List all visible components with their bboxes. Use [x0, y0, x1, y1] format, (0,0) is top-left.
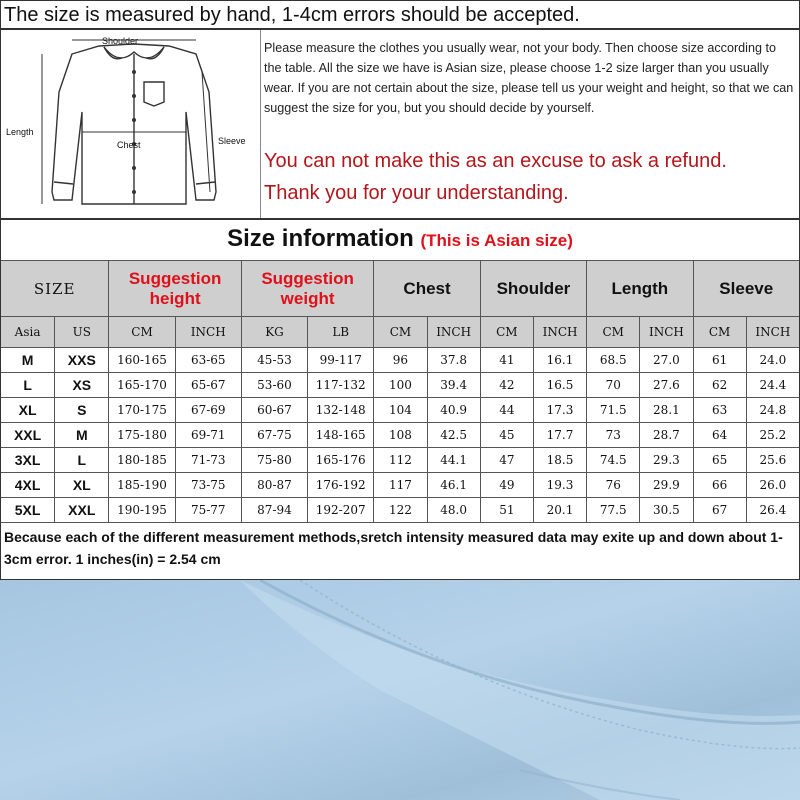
table-cell: 165-170	[109, 373, 175, 398]
table-row	[1, 498, 800, 523]
unit-header-shoulder-cm: CM	[480, 317, 533, 348]
table-cell: 122	[374, 498, 427, 523]
table-cell: 18.5	[533, 448, 586, 473]
unit-header-sleeve-inch: INCH	[746, 317, 799, 348]
table-cell: 100	[374, 373, 427, 398]
measurement-instructions: Please measure the clothes you usually wear, not your body. Then choose size according to the table. All the size we have is Asian size, please choose 1-2 size larger than you usually wear. If you are not certain about the size, please tell us your weight and height, so that we can suggest the size for you, but you should decide by yourself.	[264, 41, 794, 115]
table-cell: 26.4	[746, 498, 799, 523]
table-cell: XXL	[55, 498, 109, 523]
table-cell: M	[55, 423, 109, 448]
table-cell: 170-175	[109, 398, 175, 423]
table-cell: 37.8	[427, 348, 480, 373]
table-cell: 190-195	[109, 498, 175, 523]
table-cell: 87-94	[241, 498, 307, 523]
table-cell: 148-165	[308, 423, 374, 448]
table-cell: 27.6	[640, 373, 693, 398]
table-cell: 53-60	[241, 373, 307, 398]
table-unit-header	[1, 317, 800, 348]
table-cell: 42.5	[427, 423, 480, 448]
table-cell: 51	[480, 498, 533, 523]
table-cell: 66	[693, 473, 746, 498]
table-cell: 4XL	[1, 473, 55, 498]
unit-header-weight-kg: KG	[241, 317, 307, 348]
table-cell: 47	[480, 448, 533, 473]
table-cell: 73-75	[175, 473, 241, 498]
table-cell: 46.1	[427, 473, 480, 498]
table-cell: 30.5	[640, 498, 693, 523]
measurement-footnote: Because each of the different measurement methods,sretch intensity measured data may exite up and down about 1-3cm error. 1 inches(in) = 2.54 cm	[4, 529, 783, 567]
table-cell: 67	[693, 498, 746, 523]
table-cell: 45	[480, 423, 533, 448]
table-cell: 104	[374, 398, 427, 423]
size-info-title: Size information	[227, 225, 414, 252]
table-cell: 19.3	[533, 473, 586, 498]
table-cell: 75-77	[175, 498, 241, 523]
shoulder-header: Shoulder	[480, 261, 586, 317]
chest-label: Chest	[117, 140, 141, 150]
unit-header-chest-inch: INCH	[427, 317, 480, 348]
table-cell: 67-69	[175, 398, 241, 423]
table-cell: 17.3	[533, 398, 586, 423]
table-cell: 49	[480, 473, 533, 498]
table-row	[1, 448, 800, 473]
table-row	[1, 398, 800, 423]
table-cell: 3XL	[1, 448, 55, 473]
guide-divider	[260, 30, 261, 218]
sleeve-label: Sleeve	[218, 136, 246, 146]
table-cell: 24.4	[746, 373, 799, 398]
table-cell: 180-185	[109, 448, 175, 473]
table-row	[1, 348, 800, 373]
table-cell: 112	[374, 448, 427, 473]
table-cell: 96	[374, 348, 427, 373]
table-cell: 63-65	[175, 348, 241, 373]
table-cell: 29.9	[640, 473, 693, 498]
table-cell: 99-117	[308, 348, 374, 373]
unit-header-us: US	[55, 317, 109, 348]
table-cell: 70	[587, 373, 640, 398]
measurement-note: The size is measured by hand, 1-4cm errors should be accepted.	[0, 0, 800, 30]
table-cell: 26.0	[746, 473, 799, 498]
table-cell: 44.1	[427, 448, 480, 473]
table-cell: S	[55, 398, 109, 423]
table-cell: 117-132	[308, 373, 374, 398]
unit-header-shoulder-inch: INCH	[533, 317, 586, 348]
height-header: Suggestion height	[109, 261, 241, 317]
measurement-guide	[0, 30, 800, 220]
table-cell: 45-53	[241, 348, 307, 373]
table-cell: 192-207	[308, 498, 374, 523]
table-cell: 25.6	[746, 448, 799, 473]
fabric-photo	[0, 580, 800, 800]
table-row	[1, 473, 800, 498]
table-cell: 64	[693, 423, 746, 448]
asian-size-note: (This is Asian size)	[420, 231, 573, 250]
table-row	[1, 423, 800, 448]
table-cell: 165-176	[308, 448, 374, 473]
size-header: SIZE	[1, 261, 109, 317]
table-cell: XL	[1, 398, 55, 423]
chest-header: Chest	[374, 261, 480, 317]
table-cell: L	[1, 373, 55, 398]
table-cell: 71.5	[587, 398, 640, 423]
table-cell: 80-87	[241, 473, 307, 498]
table-cell: 60-67	[241, 398, 307, 423]
shoulder-label: Shoulder	[102, 36, 139, 46]
table-cell: 185-190	[109, 473, 175, 498]
table-cell: XXS	[55, 348, 109, 373]
table-cell: 67-75	[241, 423, 307, 448]
table-cell: L	[55, 448, 109, 473]
table-cell: 24.8	[746, 398, 799, 423]
table-cell: 24.0	[746, 348, 799, 373]
unit-header-height-cm: CM	[109, 317, 175, 348]
table-cell: XXL	[1, 423, 55, 448]
fabric-texture	[0, 580, 800, 800]
unit-header-asia: Asia	[1, 317, 55, 348]
table-cell: 75-80	[241, 448, 307, 473]
table-cell: 73	[587, 423, 640, 448]
table-cell: 63	[693, 398, 746, 423]
shirt-diagram	[4, 32, 258, 214]
table-cell: 69-71	[175, 423, 241, 448]
unit-header-sleeve-cm: CM	[693, 317, 746, 348]
size-table	[0, 260, 800, 523]
table-cell: 41	[480, 348, 533, 373]
sleeve-header: Sleeve	[693, 261, 800, 317]
table-cell: 29.3	[640, 448, 693, 473]
table-cell: 65-67	[175, 373, 241, 398]
table-group-header	[1, 261, 800, 317]
unit-header-length-cm: CM	[587, 317, 640, 348]
table-cell: 76	[587, 473, 640, 498]
table-cell: 61	[693, 348, 746, 373]
table-cell: 16.5	[533, 373, 586, 398]
table-cell: 77.5	[587, 498, 640, 523]
table-cell: 132-148	[308, 398, 374, 423]
table-cell: 160-165	[109, 348, 175, 373]
table-cell: 42	[480, 373, 533, 398]
table-cell: 68.5	[587, 348, 640, 373]
unit-header-chest-cm: CM	[374, 317, 427, 348]
table-cell: 17.7	[533, 423, 586, 448]
length-label: Length	[6, 127, 34, 137]
table-cell: 39.4	[427, 373, 480, 398]
table-cell: 117	[374, 473, 427, 498]
table-cell: 71-73	[175, 448, 241, 473]
table-cell: 5XL	[1, 498, 55, 523]
table-cell: 175-180	[109, 423, 175, 448]
table-cell: 16.1	[533, 348, 586, 373]
table-cell: 25.2	[746, 423, 799, 448]
table-cell: 74.5	[587, 448, 640, 473]
length-header: Length	[587, 261, 693, 317]
table-cell: 28.7	[640, 423, 693, 448]
table-body	[1, 348, 800, 523]
unit-header-height-inch: INCH	[175, 317, 241, 348]
table-cell: M	[1, 348, 55, 373]
thanks-message: Thank you for your understanding.	[264, 182, 569, 204]
table-cell: 40.9	[427, 398, 480, 423]
table-cell: 65	[693, 448, 746, 473]
table-cell: XL	[55, 473, 109, 498]
table-cell: 48.0	[427, 498, 480, 523]
unit-header-weight-lb: LB	[308, 317, 374, 348]
table-cell: 27.0	[640, 348, 693, 373]
table-cell: 108	[374, 423, 427, 448]
table-cell: XS	[55, 373, 109, 398]
table-row	[1, 373, 800, 398]
table-cell: 176-192	[308, 473, 374, 498]
table-cell: 62	[693, 373, 746, 398]
table-cell: 28.1	[640, 398, 693, 423]
table-cell: 44	[480, 398, 533, 423]
table-cell: 20.1	[533, 498, 586, 523]
size-info-header	[0, 218, 800, 260]
unit-header-length-inch: INCH	[640, 317, 693, 348]
refund-warning: You can not make this as an excuse to ask a refund.	[264, 150, 727, 172]
weight-header: Suggestion weight	[241, 261, 373, 317]
